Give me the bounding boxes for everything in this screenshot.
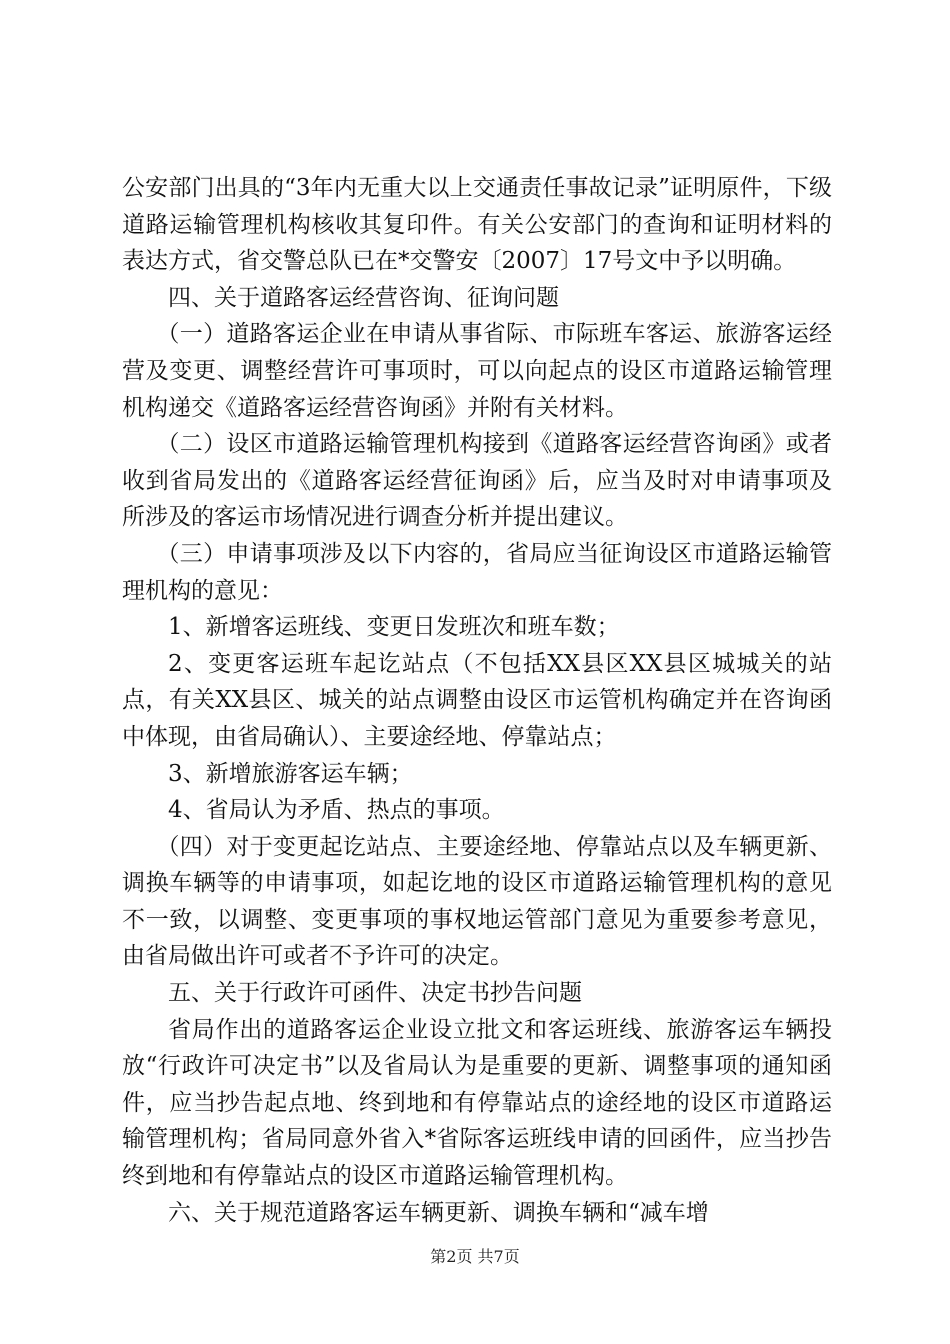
list-item: 4、省局认为矛盾、热点的事项。 [168, 797, 505, 824]
paragraph-item-3: （三）申请事项涉及以下内容的，省局应当征询设区市道路运输管理机构的意见： [122, 540, 832, 604]
paragraph-item-1: （一）道路客运企业在申请从事省际、市际班车客运、旅游客运经营及变更、调整经营许可事项时，可以向起点的设区市道路运输管理机构递交《道路客运经营咨询函》并附有关材料。 [122, 321, 832, 421]
page-number: 第2页 共7页 [430, 1247, 520, 1266]
section-heading-4: 四、关于道路客运经营咨询、征询问题 [168, 284, 559, 311]
list-item: 3、新增旅游客运车辆； [168, 760, 413, 787]
paragraph-continuation: 公安部门出具的“3年内无重大以上交通责任事故记录”证明原件，下级道路运输管理机构核收其复印件。有关公安部门的查询和证明材料的表达方式，省交警总队已在*交警安〔2007〕17号文中予以明确。 [122, 175, 832, 275]
section-heading-6: 六、关于规范道路客运车辆更新、调换车辆和“减车增 [168, 1199, 709, 1226]
paragraph-body: 省局作出的道路客运企业设立批文和客运班线、旅游客运车辆投放“行政许可决定书”以及省局认为是重要的更新、调整事项的通知函件，应当抄告起点地、终到地和有停靠站点的途经地的设区市道路运输管理机构；省局同意外省入*省际客运班线申请的回函件，应当抄告终到地和有停靠站点的设区市道路运输管理机构。 [122, 1016, 832, 1190]
document-body [122, 170, 832, 1231]
list-item: 1、新增客运班线、变更日发班次和班车数； [168, 614, 620, 641]
section-heading-5: 五、关于行政许可函件、决定书抄告问题 [168, 980, 582, 1007]
paragraph-item-2: （二）设区市道路运输管理机构接到《道路客运经营咨询函》或者收到省局发出的《道路客运经营征询函》后，应当及时对申请事项及所涉及的客运市场情况进行调查分析并提出建议。 [122, 431, 832, 531]
list-item: 2、变更客运班车起讫站点（不包括XX县区XX县区城城关的站点，有关XX县区、城关的站点调整由设区市运管机构确定并在咨询函中体现，由省局确认）、主要途经地、停靠站点； [122, 650, 832, 750]
paragraph-item-4: （四）对于变更起讫站点、主要途经地、停靠站点以及车辆更新、调换车辆等的申请事项，如起讫地的设区市道路运输管理机构的意见不一致，以调整、变更事项的事权地运管部门意见为重要参考意见，由省局做出许可或者不予许可的决定。 [122, 833, 832, 970]
